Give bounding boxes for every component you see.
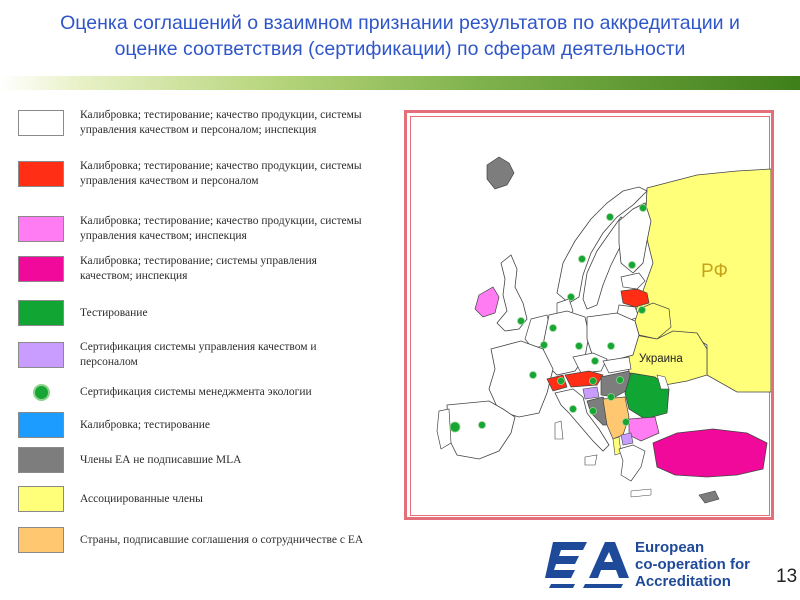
map-label-rf: РФ bbox=[701, 261, 728, 282]
legend-item-yellow bbox=[18, 486, 370, 512]
legend-item-lilac bbox=[18, 340, 370, 369]
legend-label: Страны, подписавшие соглашения о сотрудничестве с ЕА bbox=[80, 533, 364, 546]
legend-item-red bbox=[18, 159, 370, 188]
region-cyprus bbox=[699, 491, 719, 503]
region-sardinia bbox=[555, 421, 563, 439]
legend-label: Ассоциированные члены bbox=[80, 492, 203, 505]
legend-swatch bbox=[18, 256, 64, 282]
legend-swatch bbox=[18, 161, 64, 187]
region-turkey bbox=[653, 429, 767, 477]
legend-swatch bbox=[18, 447, 64, 473]
legend-swatch bbox=[18, 412, 64, 438]
title-line-2: оценке соответствия (сертификации) по сферам деятельности bbox=[114, 38, 686, 60]
legend-item-magenta bbox=[18, 254, 370, 283]
ea-text-line-2: co-operation for bbox=[635, 556, 750, 573]
region-macedonia bbox=[621, 433, 633, 445]
region-france bbox=[489, 341, 553, 417]
eco-dot-icon bbox=[18, 379, 64, 405]
region-serbia bbox=[603, 397, 629, 439]
map-svg bbox=[407, 113, 771, 517]
region-finland bbox=[619, 203, 651, 273]
region-sicily bbox=[585, 455, 597, 465]
legend-label: Калибровка; тестирование; качество продукции, системы управления качеством и персоналом bbox=[80, 160, 362, 187]
region-estonia bbox=[621, 273, 645, 289]
legend-label: Калибровка; тестирование; качество продукции, системы управления качеством; инспекция bbox=[80, 215, 362, 242]
legend-item-blue bbox=[18, 412, 370, 438]
ea-logo-text bbox=[635, 539, 750, 590]
region-austria bbox=[565, 371, 603, 387]
ea-text-line-1: European bbox=[635, 539, 705, 556]
slide-title bbox=[0, 10, 800, 62]
legend-label: Сертификация системы управления качеством и персоналом bbox=[80, 341, 317, 368]
region-portugal bbox=[437, 409, 451, 449]
legend-item-eco bbox=[18, 379, 370, 405]
legend-label: Калибровка; тестирование bbox=[80, 418, 210, 431]
region-iceland bbox=[487, 157, 514, 189]
title-divider bbox=[0, 76, 800, 90]
legend-swatch bbox=[18, 300, 64, 326]
legend-label: Сертификация системы менеджмента экологии bbox=[80, 385, 312, 398]
region-bulgaria bbox=[629, 417, 659, 441]
europe-map bbox=[404, 110, 774, 520]
ea-logo-icon bbox=[545, 538, 629, 592]
legend-swatch bbox=[18, 216, 64, 242]
title-line-1: Оценка соглашений о взаимном признании результатов по аккредитации и bbox=[60, 12, 740, 34]
legend-swatch bbox=[18, 527, 64, 553]
legend-label: Калибровка; тестирование; системы управления качеством; инспекция bbox=[80, 255, 317, 282]
region-ireland bbox=[475, 287, 499, 317]
legend-swatch bbox=[18, 110, 64, 136]
region-greece bbox=[619, 445, 645, 481]
legend-item-white bbox=[18, 108, 370, 137]
map-label-ukraine: Украина bbox=[639, 353, 683, 365]
legend-item-orange bbox=[18, 527, 370, 553]
legend-label: Калибровка; тестирование; качество продукции, системы управления качеством и персоналом; инспекция bbox=[80, 109, 362, 136]
ea-text-line-3: Accreditation bbox=[635, 573, 731, 590]
region-slovenia bbox=[583, 387, 599, 399]
page-number: 13 bbox=[776, 566, 798, 587]
region-crete bbox=[631, 489, 651, 497]
legend-label: Члены ЕА не подписавшие MLA bbox=[80, 453, 242, 466]
legend-item-pink bbox=[18, 214, 370, 243]
legend-label: Тестирование bbox=[80, 306, 148, 319]
legend-swatch bbox=[18, 486, 64, 512]
legend-item-green bbox=[18, 300, 370, 326]
legend-item-gray bbox=[18, 447, 370, 473]
legend-swatch bbox=[18, 342, 64, 368]
